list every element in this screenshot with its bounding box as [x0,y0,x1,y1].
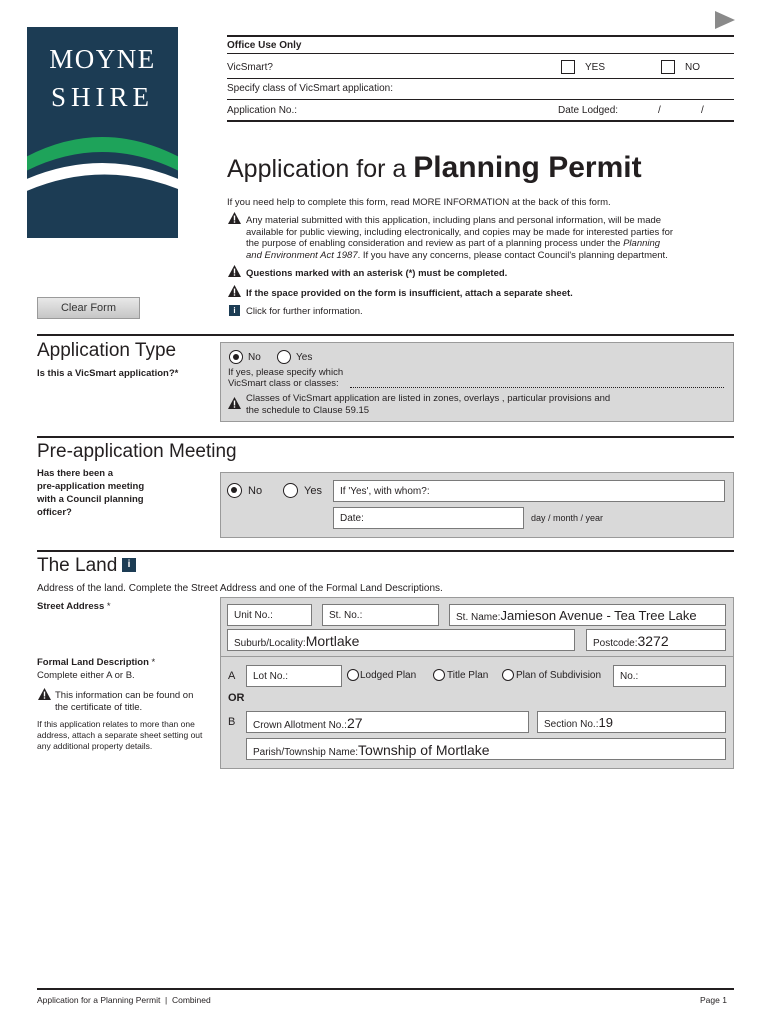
office-app-no-label: Application No.: [227,105,298,116]
with-whom-label: If 'Yes', with whom?: [340,486,430,497]
crown-allotment-label: Crown Allotment No.: [253,720,347,731]
land-instruction: Address of the land. Complete the Street Address and one of the Formal Land Descriptions. [37,583,443,594]
specify-text-1: If yes, please specify which [228,367,344,378]
material-text-1: Any material submitted with this application, including plans and personal information, will be made [246,215,662,226]
multi-address-note-1: If this application relates to more than one [37,719,195,729]
section-no-value: 19 [598,715,613,730]
street-name-field[interactable] [449,604,726,626]
plan-of-subdivision-label: Plan of Subdivision [516,670,602,681]
pre-app-question-4: officer? [37,507,72,518]
street-address-label [37,601,111,613]
material-text-4 [246,250,668,262]
office-no-label: NO [685,62,700,73]
material-act-name: and Environment Act 1987 [246,250,358,261]
material-text-3a: the purpose of enabling consideration and review as part of a planning process under the [246,238,624,249]
postcode-field[interactable] [586,629,726,651]
with-whom-field[interactable] [333,480,725,502]
vicsmart-note-1: Classes of VicSmart application are listed in zones, overlays , particular provisions and [246,393,611,404]
info-icon[interactable]: i [229,305,240,316]
clear-form-button[interactable]: Clear Form [37,297,140,319]
moyne-shire-logo [27,27,178,238]
unit-no-field[interactable] [227,604,312,626]
office-rule [227,78,734,79]
office-use-heading: Office Use Only [227,40,302,51]
section-no-field[interactable] [537,711,726,733]
pre-application-title: Pre-application Meeting [37,441,237,462]
street-name-label: St. Name: [456,612,501,623]
section-no-label: Section No.: [544,719,599,730]
street-no-field[interactable] [322,604,439,626]
material-act-italic: Planning [623,238,661,249]
lot-no-field[interactable] [246,665,342,687]
warning-icon [228,397,241,409]
office-vicsmart-label: VicSmart? [227,62,273,73]
crown-allotment-field[interactable] [246,711,529,733]
logo-swoosh-icon [27,27,178,238]
office-specify-class-label: Specify class of VicSmart application: [227,83,394,94]
pre-app-yes-label: Yes [304,485,322,497]
specify-text-2: VicSmart class or classes: [228,378,339,389]
lot-no-label: Lot No.: [253,671,289,682]
material-text-3 [246,238,660,250]
footer-title: Application for a Planning Permit | Combined [37,995,211,1005]
parish-township-field[interactable] [246,738,726,760]
formal-land-sub: Complete either A or B. [37,670,135,681]
date-slash: / [701,105,704,116]
land-info-icon[interactable]: i [122,558,136,572]
material-text-2: available for public viewing, including electronically, and copies may be made for interested parties for [246,227,674,238]
section-rule [37,436,734,438]
vicsmart-class-input[interactable] [350,387,724,388]
space-note: If the space provided on the form is insufficient, attach a separate sheet. [246,288,573,299]
date-slash: / [658,105,661,116]
office-date-lodged-label: Date Lodged: [558,105,619,116]
office-yes-label: YES [585,62,606,73]
office-rule [227,99,734,100]
warning-icon [228,285,241,297]
the-land-title: The Land [37,555,118,576]
formal-land-label [37,657,155,669]
office-bottom-rule [227,120,734,122]
date-format-hint: day / month / year [531,513,604,523]
vicsmart-question: Is this a VicSmart application?* [37,368,179,379]
suburb-value: Mortlake [305,633,360,649]
pre-app-question-1: Has there been a [37,468,114,479]
next-page-arrow-icon[interactable] [714,10,736,30]
pre-app-yes-radio[interactable] [283,483,298,498]
street-address-text: Street Address [37,601,105,612]
vicsmart-note-2: the schedule to Clause 59.15 [246,405,370,416]
page-number: Page 1 [700,995,727,1005]
unit-no-label: Unit No.: [234,610,273,621]
crown-allotment-value: 27 [346,715,363,731]
pre-app-question-2: pre-application meeting [37,481,145,492]
option-a-label: A [228,670,236,682]
vicsmart-no-label: No [248,352,261,363]
street-no-label: St. No.: [329,610,363,621]
cert-note-1: This information can be found on [55,690,194,701]
footer-rule [37,988,734,990]
plan-no-label: No.: [620,671,639,682]
formal-land-text: Formal Land Description [37,657,149,668]
office-top-rule [227,35,734,37]
pre-app-no-label: No [248,485,263,497]
office-rule [227,53,734,54]
section-rule [37,550,734,552]
warning-icon [228,212,241,224]
page-title [227,151,642,185]
asterisk-note: Questions marked with an asterisk (*) must be completed. [246,268,508,279]
title-plan-label: Title Plan [447,670,489,681]
section-rule [37,334,734,336]
plan-no-field[interactable] [613,665,726,687]
lodged-plan-label: Lodged Plan [360,670,417,681]
street-name-value: Jamieson Avenue - Tea Tree Lake [500,608,697,623]
postcode-label: Postcode: [593,638,638,649]
vicsmart-yes-label: Yes [296,352,313,363]
multi-address-note-3: any additional property details. [37,741,153,751]
pre-app-question-3: with a Council planning [37,494,144,505]
pre-app-no-radio[interactable] [227,483,242,498]
page-title-main: Planning Permit [413,151,642,184]
warning-icon [228,265,241,277]
vicsmart-yes-radio[interactable] [277,350,291,364]
lodged-plan-radio[interactable] [347,669,359,681]
parish-township-label: Parish/Township Name: [253,747,359,758]
option-b-label: B [228,716,236,728]
cert-note-2: the certificate of title. [55,702,143,713]
office-no-checkbox[interactable] [661,60,675,74]
help-text: If you need help to complete this form, read MORE INFORMATION at the back of this form. [227,197,611,208]
plan-of-subdivision-radio[interactable] [502,669,514,681]
title-plan-radio[interactable] [433,669,445,681]
logo-line-1: MOYNE [49,44,156,74]
click-info-text: Click for further information. [246,306,363,317]
meeting-date-field[interactable] [333,507,524,529]
office-yes-checkbox[interactable] [561,60,575,74]
logo-line-2: SHIRE [50,82,154,112]
material-text-4b: . If you have any concerns, please contact Council's planning department. [357,250,668,261]
vicsmart-no-radio[interactable] [229,350,243,364]
postcode-value: 3272 [637,633,669,649]
suburb-field[interactable] [227,629,575,651]
warning-icon [38,688,51,700]
multi-address-note-2: address, attach a separate sheet setting out [37,730,203,740]
suburb-label: Suburb/Locality: [234,638,306,649]
required-star: * [148,657,156,668]
or-label: OR [228,692,245,704]
parish-township-value: Township of Mortlake [358,742,490,758]
page-title-prefix: Application for a [227,155,414,183]
meeting-date-label: Date: [340,513,364,524]
application-type-title: Application Type [37,340,177,361]
required-star: * [104,601,111,612]
